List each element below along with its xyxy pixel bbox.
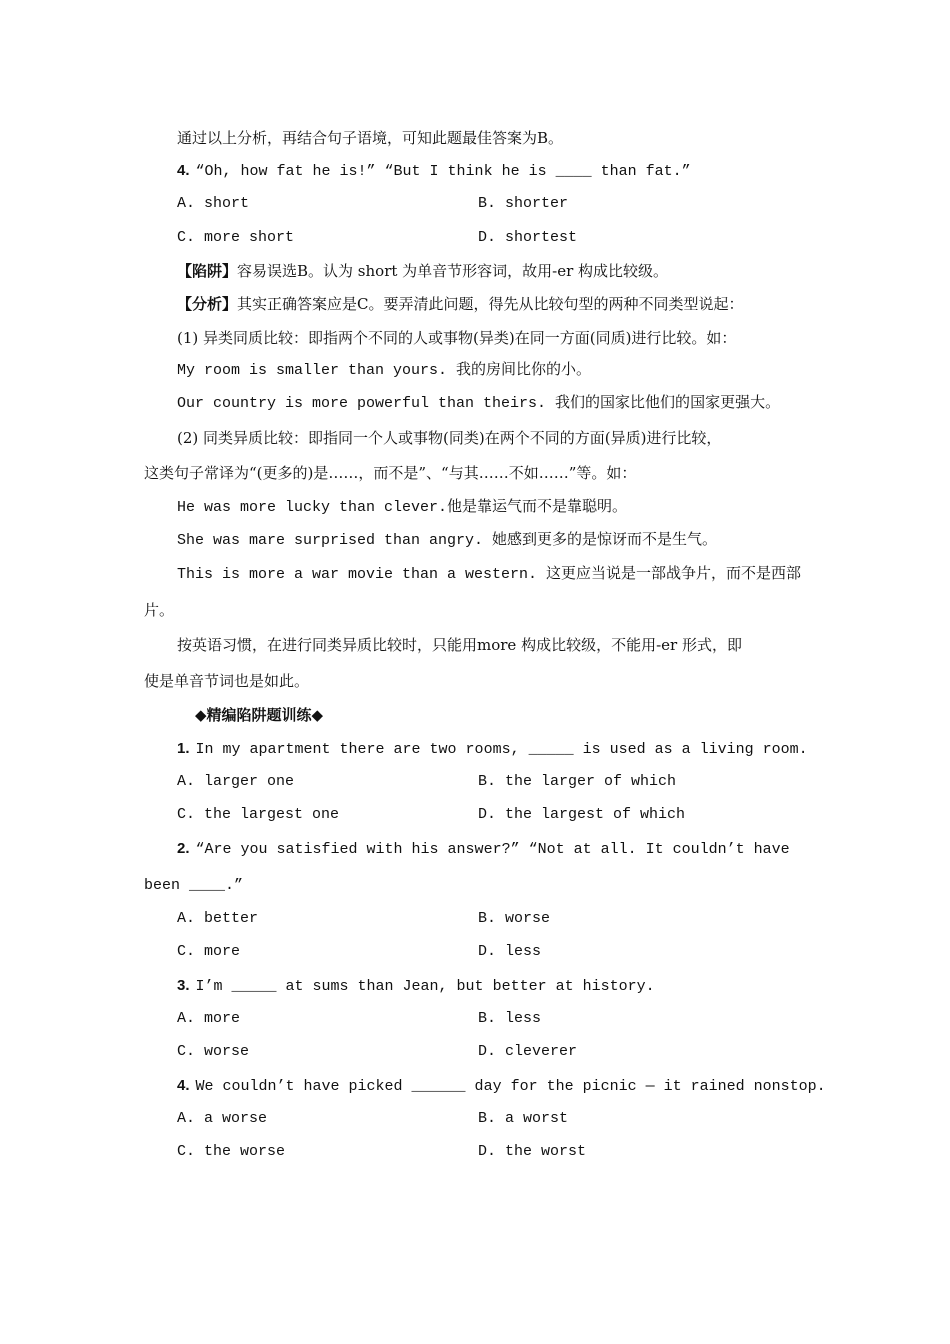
analysis-type2-example3-line2: 片。	[144, 601, 175, 619]
analysis-type1-example1: My room is smaller than yours. 我的房间比你的小。	[177, 362, 592, 379]
practice-heading: ◆精编陷阱题训练◆	[195, 706, 324, 724]
option-a: A. short	[177, 195, 250, 212]
q4-option-b: B. a worst	[478, 1110, 569, 1127]
q2-option-b: B. worse	[478, 910, 551, 927]
q2-option-a: A. better	[177, 910, 259, 927]
analysis-type1: (1) 异类同质比较：即指两个不同的人或事物(异类)在同一方面(同质)进行比较。如：	[177, 329, 737, 347]
option-d: D. shortest	[478, 229, 578, 246]
q4-option-c: C. the worse	[177, 1143, 286, 1160]
practice-question-1	[177, 739, 808, 760]
q3-option-d: D. cleverer	[478, 1043, 578, 1060]
practice-question-2	[177, 839, 790, 860]
q3-option-b: B. less	[478, 1010, 542, 1027]
practice-question-4	[177, 1076, 826, 1097]
question-number: 3.	[177, 977, 190, 994]
q4-option-a: A. a worse	[177, 1110, 268, 1127]
analysis-rule-line1: 按英语习惯，在进行同类异质比较时，只能用more 构成比较级，不能用-er 形式，即	[177, 636, 742, 654]
question-number: 2.	[177, 840, 190, 857]
option-c: C. more short	[177, 229, 295, 246]
q1-option-a: A. larger one	[177, 773, 295, 790]
question-text: “Oh, how fat he is!” “But I think he is ____ than fat.”	[195, 163, 691, 180]
analysis-rule-line2: 使是单音节词也是如此。	[144, 672, 310, 690]
analysis-type2-example2: She was mare surprised than angry. 她感到更多的是惊讶而不是生气。	[177, 532, 718, 549]
q4-option-d: D. the worst	[478, 1143, 587, 1160]
question-number: 4.	[177, 162, 190, 179]
analysis-type2-example3-line1: This is more a war movie than a western. 这更应当说是一部战争片，而不是西部	[177, 566, 802, 583]
intro-conclusion: 通过以上分析，再结合句子语境，可知此题最佳答案为B。	[177, 129, 564, 147]
trap-label: 【陷阱】	[177, 262, 238, 280]
trap-text: 容易误选B。认为 short 为单音节形容词，故用-er 构成比较级。	[237, 262, 669, 280]
analysis-type2-example1: He was more lucky than clever.他是靠运气而不是靠聪明。	[177, 499, 628, 516]
q2-option-c: C. more	[177, 943, 241, 960]
analysis-type2-line1: (2) 同类异质比较：即指同一个人或事物(同类)在两个不同的方面(异质)进行比较，	[177, 429, 722, 447]
trap-note	[177, 261, 668, 281]
practice-question-2-cont: been ____.”	[144, 877, 244, 894]
practice-question-3	[177, 976, 655, 997]
q1-option-d: D. the largest of which	[478, 806, 686, 823]
question-number: 4.	[177, 1077, 190, 1094]
analysis-note	[177, 294, 744, 314]
q3-option-c: C. worse	[177, 1043, 250, 1060]
analysis-type2-line2: 这类句子常译为“(更多的)是……，而不是”、“与其……不如……”等。如：	[144, 464, 637, 482]
analysis-text: 其实正确答案应是C。要弄清此问题，得先从比较句型的两种不同类型说起：	[237, 295, 744, 313]
question-text: In my apartment there are two rooms, _____ is used as a living room.	[195, 741, 808, 758]
question-text: “Are you satisfied with his answer?” “Not at all. It couldn’t have	[195, 841, 790, 858]
q2-option-d: D. less	[478, 943, 542, 960]
q1-option-b: B. the larger of which	[478, 773, 677, 790]
q3-option-a: A. more	[177, 1010, 241, 1027]
question-text: I’m _____ at sums than Jean, but better at history.	[195, 978, 655, 995]
example-question-stem	[177, 161, 691, 182]
option-b: B. shorter	[478, 195, 569, 212]
question-text: We couldn’t have picked ______ day for the picnic — it rained nonstop.	[195, 1078, 826, 1095]
analysis-type1-example2: Our country is more powerful than theirs. 我们的国家比他们的国家更强大。	[177, 395, 781, 412]
question-number: 1.	[177, 740, 190, 757]
q1-option-c: C. the largest one	[177, 806, 340, 823]
analysis-label: 【分析】	[177, 295, 238, 313]
